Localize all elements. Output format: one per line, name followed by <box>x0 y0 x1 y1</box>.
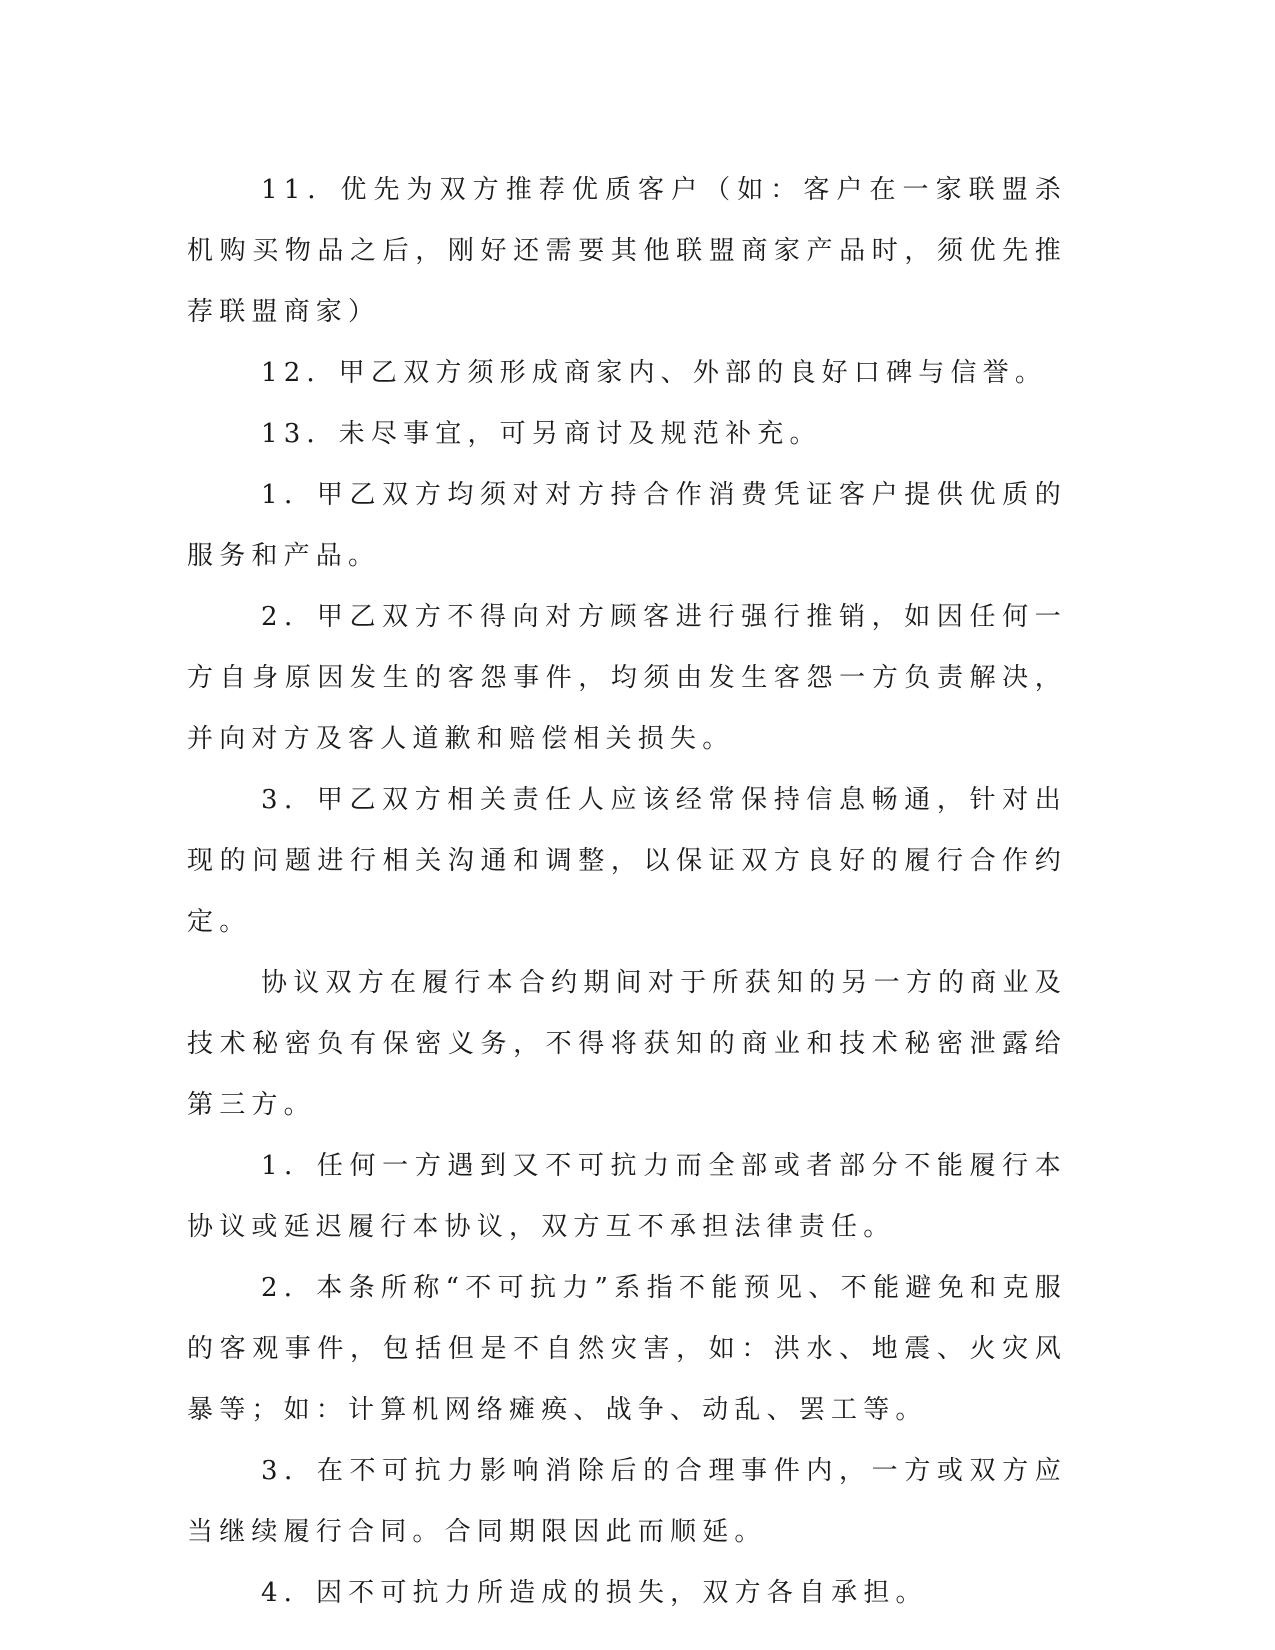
document-body <box>187 160 1067 1624</box>
paragraph-force-majeure-2: 2．本条所称“不可抗力”系指不能预见、不能避免和克服的客观事件，包括但是不自然灾害，如：洪水、地震、火灾风暴等；如：计算机网络瘫痪、战争、动乱、罢工等。 <box>187 1273 1067 1425</box>
paragraph-communication: 3．甲乙双方相关责任人应该经常保持信息畅通，针对出现的问题进行相关沟通和调整，以保证双方良好的履行合作约定。 <box>187 785 1067 937</box>
paragraph-quality-service: 1．甲乙双方均须对对方持合作消费凭证客户提供优质的服务和产品。 <box>187 480 1067 571</box>
paragraph-force-majeure-4: 4．因不可抗力所造成的损失，双方各自承担。 <box>261 1578 928 1608</box>
paragraph-unfinished-matters: 13．未尽事宜，可另商讨及规范补充。 <box>261 419 822 449</box>
paragraph-priority-referral: 11．优先为双方推荐优质客户（如：客户在一家联盟杀机购买物品之后，刚好还需要其他联盟商家产品时，须优先推荐联盟商家） <box>187 175 1067 327</box>
paragraph-reputation: 12．甲乙双方须形成商家内、外部的良好口碑与信誉。 <box>261 358 1048 388</box>
paragraph-force-majeure-3: 3．在不可抗力影响消除后的合理事件内，一方或双方应当继续履行合同。合同期限因此而顺延。 <box>187 1456 1067 1547</box>
paragraph-no-forced-sales: 2．甲乙双方不得向对方顾客进行强行推销，如因任何一方自身原因发生的客怨事件，均须由发生客怨一方负责解决，并向对方及客人道歉和赔偿相关损失。 <box>187 602 1067 754</box>
paragraph-force-majeure-1: 1．任何一方遇到又不可抗力而全部或者部分不能履行本协议或延迟履行本协议，双方互不承担法律责任。 <box>187 1151 1067 1242</box>
paragraph-confidentiality: 协议双方在履行本合约期间对于所获知的另一方的商业及技术秘密负有保密义务，不得将获知的商业和技术秘密泄露给第三方。 <box>187 968 1067 1120</box>
